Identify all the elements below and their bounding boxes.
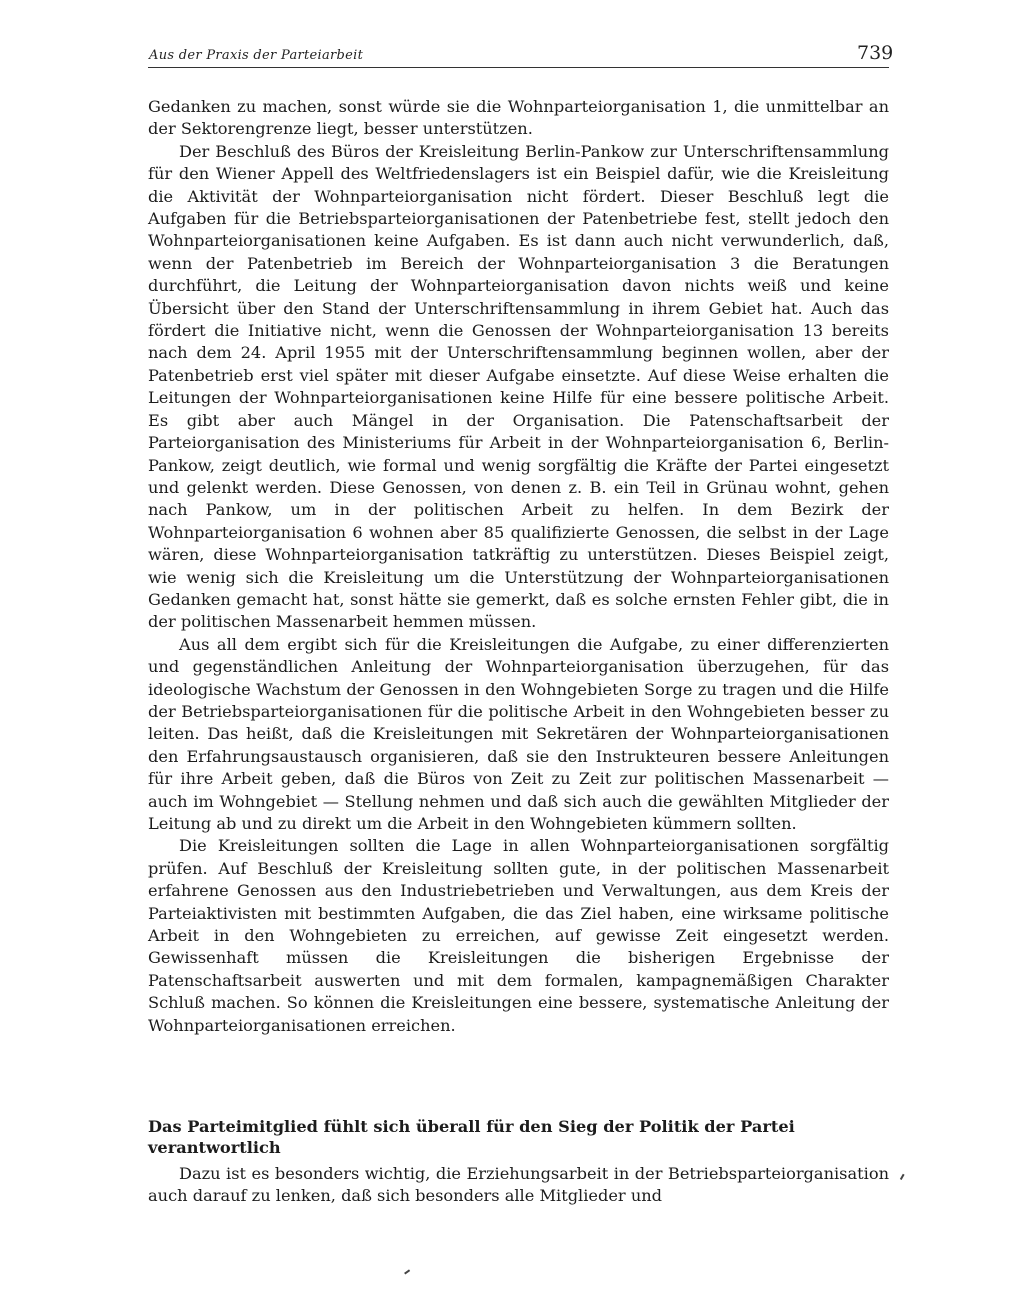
- margin-mark: [900, 1174, 904, 1180]
- header-rule: [148, 67, 889, 68]
- body-text: [148, 96, 889, 1037]
- section-heading: Das Parteimitglied fühlt sich überall für den Sieg der Politik der Partei verantwortlich: [148, 1117, 795, 1157]
- running-head-title: Aus der Praxis der Parteiarbeit: [149, 48, 364, 63]
- paragraph-section-start: Dazu ist es besonders wichtig, die Erziehungsarbeit in der Betriebsparteiorganisation auch darauf zu lenken, daß sich besonders alle Mitglieder und: [148, 1164, 889, 1206]
- paragraph-beschluss: Der Beschluß des Büros der Kreisleitung Berlin-Pankow zur Unterschriftensammlung für den Wiener Appell des Weltfriedenslagers ist ein Beispiel dafür, wie die Kreisleitung die Aktivität der Wohnparteiorganisation nicht fördert. Dieser Beschluß legt die Aufgaben für die Betriebsparteiorganisationen der Patenbetriebe fest, stellt jedoch den Wohnparteiorganisationen keine Aufgaben. Es ist dann auch nicht verwunderlich, daß, wenn der Patenbetrieb im Bereich der Wohnparteiorganisation 3 die Beratungen durchführt, die Leitung der Wohnparteiorganisation davon nichts weiß und keine Übersicht über den Stand der Unterschriftensammlung in ihrem Gebiet hat. Auch das fördert die Initiative nicht, wenn die Genossen der Wohnparteiorganisation 13 bereits nach dem 24. April 1955 mit der Unterschriftensammlung beginnen wollen, aber der Patenbetrieb erst viel später mit dieser Aufgabe einsetzte. Auf diese Weise erhalten die Leitungen der Wohnparteiorganisationen keine Hilfe für eine bessere politische Arbeit. Es gibt aber auch Mängel in der Organisation. Die Patenschaftsarbeit der Parteiorganisation des Ministeriums für Arbeit in der Wohnparteiorganisation 6, Berlin-Pankow, zeigt deutlich, wie formal und wenig sorgfältig die Kräfte der Partei eingesetzt und gelenkt werden. Diese Genossen, von denen z. B. ein Teil in Grünau wohnt, gehen nach Pankow, um in der politischen Arbeit zu helfen. In dem Bezirk der Wohnparteiorganisation 6 wohnen aber 85 qualifizierte Genossen, die selbst in der Lage wären, diese Wohnparteiorganisation tatkräftig zu unterstützen. Dieses Beispiel zeigt, wie wenig sich die Kreisleitung um die Unterstützung der Wohnparteiorganisationen Gedanken gemacht hat, sonst hätte sie gemerkt, daß es solche ernsten Fehler gibt, die in der politischen Massenarbeit hemmen müssen.: [148, 141, 889, 632]
- paragraph-continuation: Gedanken zu machen, sonst würde sie die Wohnparteiorganisation 1, die unmittelbar an der Sektorengrenze liegt, besser unterstützen.: [148, 97, 889, 139]
- page-number: 739: [857, 42, 894, 64]
- paragraph-aufgabe: Aus all dem ergibt sich für die Kreisleitungen die Aufgabe, zu einer differenzierten und gegenständlichen Anleitung der Wohnparteiorganisation überzugehen, für das ideologische Wachstum der Genossen in den Wohngebieten Sorge zu tragen und die Hilfe der Betriebsparteiorganisationen für die politische Arbeit in den Wohngebieten besser zu leiten. Das heißt, daß die Kreisleitungen mit Sekretären der Wohnparteiorganisationen den Erfahrungsaustausch organisieren, daß sie den Instrukteuren bessere Anleitungen für ihre Arbeit geben, daß die Büros von Zeit zu Zeit zur politischen Massenarbeit — auch im Wohngebiet — Stellung nehmen und daß sich auch die gewählten Mitglieder der Leitung ab und zu direkt um die Arbeit in den Wohngebieten kümmern sollten.: [148, 634, 889, 833]
- paragraph-kreisleitungen: Die Kreisleitungen sollten die Lage in allen Wohnparteiorganisationen sorgfältig prüfen. Auf Beschluß der Kreisleitung sollten gute, in der politischen Massenarbeit erfahrene Genossen aus den Industriebetrieben und Verwaltungen, aus dem Kreis der Parteiaktivisten mit bestimmten Aufgaben, die das Ziel haben, eine wirksame politische Arbeit in den Wohngebieten zu erreichen, auf gewisse Zeit eingesetzt werden. Gewissenhaft müssen die Kreisleitungen die bisherigen Ergebnisse der Patenschaftsarbeit auswerten und mit dem formalen, kampagnemäßigen Charakter Schluß machen. So können die Kreisleitungen eine bessere, systematische Anleitung der Wohnparteiorganisationen erreichen.: [148, 836, 889, 1035]
- stray-mark: [404, 1269, 410, 1274]
